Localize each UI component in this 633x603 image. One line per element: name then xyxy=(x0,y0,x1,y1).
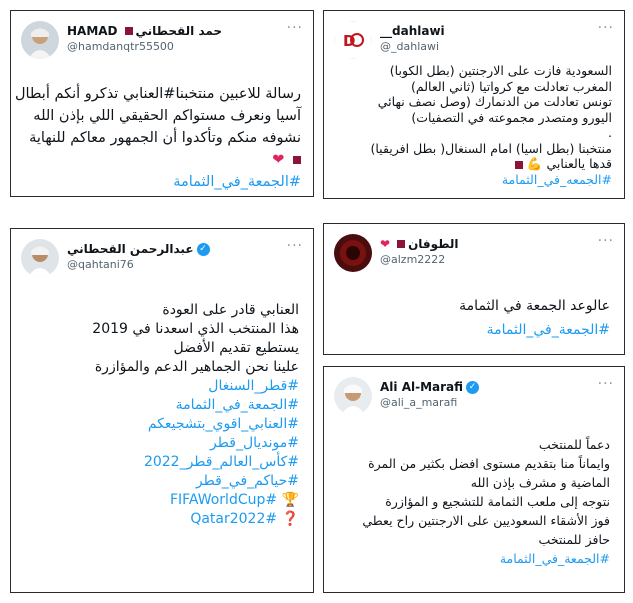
tweet-line: الماضية و مشرف بإذن الله xyxy=(470,475,610,490)
display-name[interactable]: __dahlawi xyxy=(380,24,445,38)
user-names xyxy=(380,23,445,55)
tweet-line: نشوفه منكم وتأكدوا أن الجمهور معاكم للنهاية xyxy=(29,130,301,146)
tweet-line: العنابي قادر على العودة xyxy=(162,302,299,318)
hashtag-link[interactable]: #مونديال_قطر xyxy=(210,435,299,451)
tweet-text xyxy=(332,63,612,187)
tweet-card-marafi[interactable] xyxy=(323,366,625,593)
tweet-text xyxy=(19,301,299,529)
tweet-line: قدها يالعنابي xyxy=(546,156,612,171)
display-name-text: الطوفان xyxy=(408,237,459,251)
tweet-line: نتوجه إلى ملعب الثمامة للتشجيع و المؤازرة xyxy=(385,494,610,509)
tweet-card-dahlawi[interactable] xyxy=(323,10,625,199)
user-names xyxy=(380,236,459,268)
tweet-header xyxy=(21,239,303,285)
verified-badge-icon: ✓ xyxy=(197,243,210,256)
tweet-card-hamad[interactable] xyxy=(10,10,314,197)
user-names xyxy=(380,379,479,411)
qatar-flag-icon xyxy=(121,27,133,35)
display-name[interactable] xyxy=(380,379,479,395)
tweet-line: يستطيع تقديم الأفضل xyxy=(173,340,299,356)
qatar-flag-icon xyxy=(393,240,405,248)
hashtag-link[interactable]: #العنابي_اقوي_بتشجيعكم xyxy=(147,416,299,432)
hashtag-link[interactable]: #حياكم_في_قطر xyxy=(195,473,299,489)
avatar[interactable] xyxy=(21,239,59,277)
tweet-card-alzm[interactable] xyxy=(323,223,625,355)
user-handle[interactable]: @alzm2222 xyxy=(380,253,446,266)
more-options-icon[interactable]: ··· xyxy=(286,238,303,254)
more-options-icon[interactable]: ··· xyxy=(597,233,614,249)
tweet-text xyxy=(330,294,610,342)
display-name-text: عبدالرحمن القحطاني xyxy=(67,242,194,256)
tweet-line: حافز للمنتخب xyxy=(538,532,610,547)
tweet-line: عالوعد الجمعة في الثمامة xyxy=(459,298,610,314)
tweet-line: السعودية فازت على الارجنتين (بطل الكوبا) xyxy=(389,63,612,78)
trophy-icon: 🏆 xyxy=(281,492,299,508)
user-handle[interactable]: @ali_a_marafi xyxy=(380,396,458,409)
tweet-line: علينا نحن الجماهير الدعم والمؤازرة xyxy=(94,359,299,375)
tweet-line: اليورو ومتصدر مجموعته في التصفيات) xyxy=(411,109,612,125)
tweet-line: منتخبنا (بطل اسيا) امام السنغال( بطل افريقيا) xyxy=(370,140,612,156)
hashtag-link[interactable]: #كأس_العالم_قطر_2022 xyxy=(143,454,299,470)
heart-icon: ❤ xyxy=(380,237,391,251)
avatar[interactable] xyxy=(21,21,59,59)
display-name-text: Ali Al-Marafi xyxy=(380,380,464,394)
hashtag-link[interactable]: #قطر_السنغال xyxy=(208,378,299,394)
svg-text:D: D xyxy=(343,32,356,50)
tweet-line: . xyxy=(608,125,612,140)
tweet-line: آسيا ونعرف مستواكم الحقيقي اللي بإذن الله xyxy=(33,108,301,124)
more-options-icon[interactable]: ··· xyxy=(597,376,614,392)
tweet-line: المغرب تعادلت مع كرواتيا (ثاني العالم) xyxy=(411,78,612,94)
user-names xyxy=(67,23,222,55)
hashtag-link[interactable]: #FIFAWorldCup xyxy=(169,492,278,508)
user-handle[interactable]: @_dahlawi xyxy=(380,40,440,53)
tweet-header xyxy=(334,377,614,423)
user-handle[interactable]: @qahtani76 xyxy=(67,258,134,271)
avatar[interactable] xyxy=(334,234,372,272)
hashtag-link[interactable]: #الجمعه_في_الثمامة xyxy=(501,171,612,187)
qatar-flag-icon xyxy=(289,156,301,164)
tweet-line: فوز الأشقاء السعوديين على الارجنتين راح يعطي xyxy=(362,513,610,528)
tweet-line: تونس تعادلت من الدنمارك (وصل نصف نهائي xyxy=(377,94,612,109)
user-names xyxy=(67,241,210,273)
display-name[interactable] xyxy=(380,236,459,252)
qatar-flag-icon xyxy=(511,161,523,169)
hashtag-link[interactable]: #الجمعة_في_الثمامة xyxy=(499,551,610,566)
heart-icon: ❤ xyxy=(272,152,285,168)
tweet-line: وايماناً منا بتقديم مستوى افضل بكثير من المرة xyxy=(368,456,610,471)
more-options-icon[interactable]: ··· xyxy=(597,20,614,36)
tweet-line: هذا المنتخب الذي اسعدنا في 2019 xyxy=(92,321,299,337)
user-handle[interactable]: @hamdanqtr55500 xyxy=(67,40,174,53)
avatar[interactable] xyxy=(334,377,372,415)
flexed-bicep-icon: 💪 xyxy=(526,156,543,171)
fifa-mascot-icon: ❓ xyxy=(281,511,299,527)
hashtag-link[interactable]: #الجمعة_في_الثمامة xyxy=(175,397,299,413)
tweet-header xyxy=(334,21,614,67)
tweet-line: دعماً للمنتخب xyxy=(538,437,610,452)
avatar[interactable] xyxy=(334,21,372,59)
verified-badge-icon: ✓ xyxy=(466,381,479,394)
hashtag-link[interactable]: #الجمعة_في_الثمامة xyxy=(173,174,301,190)
tweet-line: رسالة للاعبين منتخبنا#العنابي تذكرو أنكم أبطال xyxy=(14,86,301,102)
hashtag-link[interactable]: #الجمعة_في_الثمامة xyxy=(486,322,610,338)
display-name[interactable] xyxy=(67,23,222,39)
tweet-text xyxy=(330,435,610,568)
tweet-header xyxy=(334,234,614,280)
tweet-header xyxy=(21,21,303,67)
tweet-text xyxy=(14,83,301,193)
hashtag-link[interactable]: #Qatar2022 xyxy=(190,511,278,527)
display-name[interactable] xyxy=(67,241,210,257)
display-name-arabic: حمد القحطاني xyxy=(135,24,223,38)
display-name-latin: HAMAD xyxy=(67,24,118,38)
more-options-icon[interactable]: ··· xyxy=(286,20,303,36)
tweet-card-qahtani[interactable] xyxy=(10,228,314,593)
